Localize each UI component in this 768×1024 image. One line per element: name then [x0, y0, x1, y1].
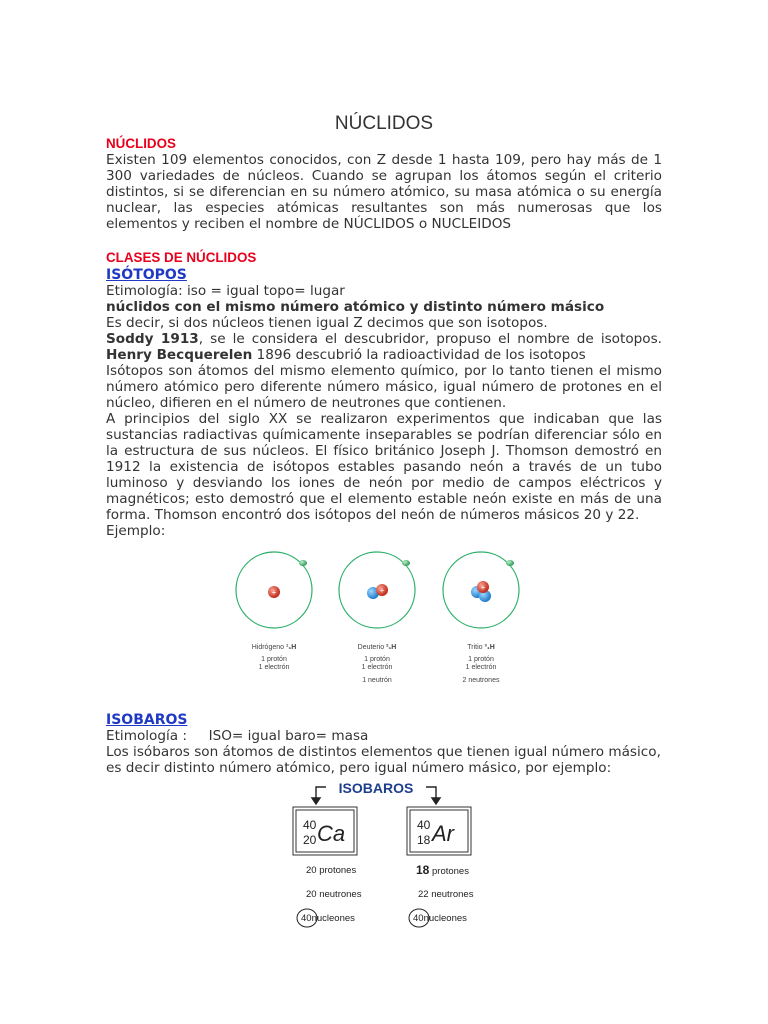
ar-nucleons: 40nucleones: [413, 913, 467, 924]
svg-text:40: 40: [303, 818, 317, 832]
isotopos-etimologia: Etimología: iso = igual topo= lugar: [106, 283, 345, 299]
atom-line: 1 electrón: [258, 664, 290, 671]
atom-caption: Deuterio ²₁H: [357, 644, 397, 651]
svg-text:+: +: [480, 583, 486, 592]
atom-line: 2 neutrones: [462, 677, 500, 684]
henry-bold: Henry Becquerelen: [106, 347, 253, 363]
isotopos-ejemplo: Ejemplo:: [106, 523, 166, 539]
page-title: NÚCLIDOS: [334, 113, 434, 134]
electron: [299, 560, 307, 566]
ar-neutrons: 22 neutrones: [418, 889, 474, 900]
nuclidos-heading: NÚCLIDOS: [106, 136, 176, 151]
svg-text:18: 18: [417, 833, 431, 847]
isotopos-definicion: núclidos con el mismo número atómico y distinto número másico: [106, 299, 605, 315]
isotopos-heading[interactable]: ISÓTOPOS: [106, 267, 187, 283]
ca-nucleons: 40nucleones: [301, 913, 355, 924]
isotopos-paragraph-1: Isótopos son átomos del mismo elemento químico, por lo tanto tienen el mismo número atómico pero diferente número másico, igual número de protones en el núcleo, difieren en el número de neutrones que contienen.: [106, 363, 662, 411]
electron: [506, 560, 514, 566]
isobaros-figure-title: ISOBAROS: [338, 780, 414, 796]
element-box-right: [407, 807, 471, 855]
soddy-bold: Soddy 1913: [106, 331, 199, 347]
element-box-left: [293, 807, 357, 855]
atom-line: 1 electrón: [465, 664, 497, 671]
isobaros-boxes: [286, 778, 486, 938]
atom-caption: Tritio ³₁H: [467, 644, 495, 651]
ar-protons: 18 protones: [416, 863, 469, 877]
svg-text:Ca: Ca: [317, 821, 346, 846]
isotopos-soddy: [106, 331, 662, 363]
electron: [402, 560, 410, 566]
atom-caption: Hidrógeno ¹₁H: [251, 644, 297, 651]
isobaros-etimologia: Etimología : ISO= igual baro= masa: [106, 728, 369, 744]
nuclidos-paragraph: Existen 109 elementos conocidos, con Z desde 1 hasta 109, pero hay más de 1 300 variedades de núcleos. Cuando se agrupan los átomos según el criterio distintos, si se diferencian en su número atómico, su masa atómica o su energía nuclear, las especies atómicas resultantes son más numerosas que los elementos y reciben el nombre de NÚCLIDOS o NUCLEIDOS: [106, 152, 662, 232]
isotopos-paragraph-2: A principios del siglo XX se realizaron experimentos que indicaban que las sustancias radiactivas químicamente inseparables se podrían diferenciar sólo en la estructura de sus núcleos. El físico británico Joseph J. Thomson demostró en 1912 la existencia de isótopos estables pasando neón a través de un tubo luminoso y desviando los iones de neón por medio de campos eléctricos y magnéticos; esto demostró que el elemento estable neón existe en más de una forma. Thomson encontró dos isótopos del neón de números másicos 20 y 22.: [106, 411, 662, 523]
svg-text:40: 40: [417, 818, 431, 832]
atom-line: 1 protón: [364, 656, 390, 663]
atom-line: 1 electrón: [361, 664, 393, 671]
svg-text:+: +: [379, 586, 385, 595]
svg-text:Ar: Ar: [432, 821, 454, 846]
atom-line: 1 protón: [468, 656, 494, 663]
henry-text: 1896 descubrió la radioactividad de los isotopos: [252, 347, 586, 363]
isotopos-figure: [228, 548, 528, 684]
atom-deuterio: [339, 552, 415, 628]
ca-neutrons: 20 neutrones: [306, 889, 362, 900]
atom-tritio: [443, 552, 519, 628]
clases-section: [106, 250, 662, 539]
isobaros-paragraph: Los isóbaros son átomos de distintos elementos que tienen igual número másico, es decir distinto número atómico, pero igual número másico, por ejemplo:: [106, 744, 661, 776]
ca-protons: 20 protones: [306, 865, 357, 876]
atom-hidrogeno: [236, 552, 312, 628]
atom-line: 1 protón: [261, 656, 287, 663]
nuclidos-section: [106, 136, 662, 232]
isotopos-es-decir: Es decir, si dos núcleos tienen igual Z decimos que son isotopos.: [106, 315, 548, 331]
isobaros-section: [106, 712, 662, 776]
svg-text:+: +: [271, 588, 277, 597]
clases-heading: CLASES DE NÚCLIDOS: [106, 250, 257, 265]
atom-line: 1 neutrón: [362, 677, 392, 684]
isobaros-heading[interactable]: ISOBAROS: [106, 712, 188, 728]
soddy-text: , se le considera el descubridor, propuso el nombre de isotopos.: [198, 331, 662, 347]
svg-text:20: 20: [303, 833, 317, 847]
